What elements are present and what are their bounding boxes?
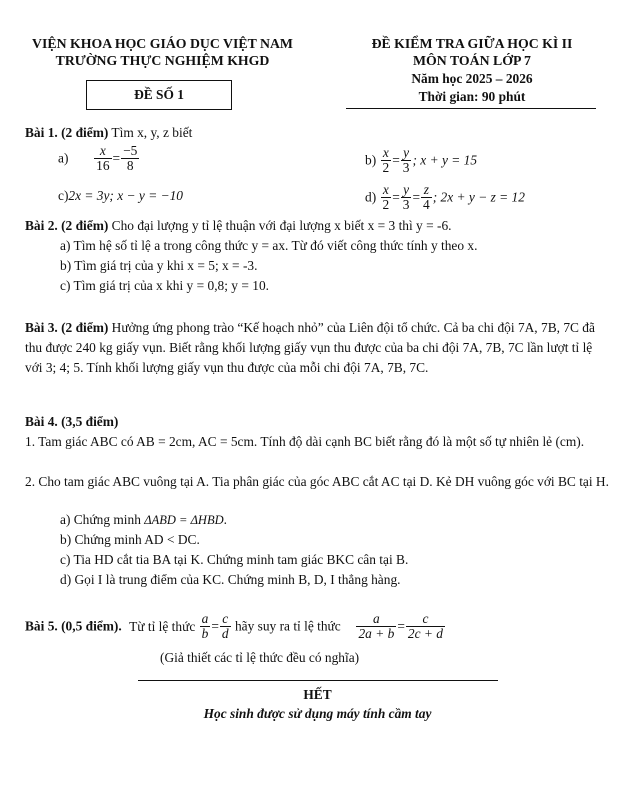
bai1-d-label: d) [365, 189, 377, 205]
bai5-text1: Từ tỉ lệ thức [129, 618, 196, 634]
bai1-prompt: Tìm x, y, z biết [108, 125, 193, 140]
bai1-c-label: c) [58, 188, 69, 203]
bai3-text: Hưởng ứng phong trào “Kế hoạch nhỏ” của Liên đội tổ chức. Cả ba chi đội 7A, 7B, 7C đã thu được 240 kg giấy vụn. Biết rằng khối lượng giấy vụn thu được của ba chi đội 7A, 7B, 7C lần lượt tỉ lệ với 3; 4; 5. Tính khối lượng giấy vụn thu được của mỗi chi đội 7A, 7B, 7C. [25, 320, 595, 375]
bai3-paragraph [25, 318, 613, 378]
footer-note: Học sinh được sử dụng máy tính cầm tay [203, 706, 432, 721]
bai1-b-condition: ; x + y = 15 [412, 152, 478, 168]
end-marker: HẾT [303, 687, 332, 702]
org-name: VIỆN KHOA HỌC GIÁO DỤC VIỆT NAM [32, 36, 293, 51]
duration: Thời gian: 90 phút [418, 89, 526, 104]
school-year: Năm học 2025 – 2026 [411, 71, 533, 86]
bai2-prompt: Cho đại lượng y tỉ lệ thuận với đại lượng x biết x = 3 thì y = -6. [108, 218, 452, 233]
subject-title: MÔN TOÁN LỚP 7 [413, 53, 531, 68]
bai5-frac-result-left: $\frac{a}{2a + b}$ [358, 611, 395, 642]
bai4-a-math: ΔABD = ΔHBD [144, 513, 224, 527]
bai1-d: d) $\frac{x}{2}$ = $\frac{y}{3}$ = $\frac{z}{4}$ ; 2x + y − z = 12 [365, 182, 525, 213]
bai3-title: Bài 3. (2 điểm) [25, 320, 109, 335]
bai5-text2: hãy suy ra tỉ lệ thức [234, 618, 341, 634]
bai4-a: a) Chứng minh ΔABD = ΔHBD. [60, 512, 227, 527]
bai2-heading [25, 218, 452, 234]
bai2-b: b) Tìm giá trị của y khi x = 5; x = -3. [60, 258, 258, 273]
bai5-title: Bài 5. (0,5 điểm). [25, 618, 122, 634]
bai4-title: Bài 4. (3,5 điểm) [25, 414, 119, 429]
bai1-a: a) $\frac{x}{16}$ = $\frac{-5}{8}$ [58, 143, 138, 174]
bai1-d-frac3: $\frac{z}{4}$ [423, 182, 430, 213]
bai1-b-frac1: $\frac{x}{2}$ [382, 145, 390, 176]
bai5-note: (Giả thiết các tỉ lệ thức đều có nghĩa) [160, 650, 360, 665]
bai4-b: b) Chứng minh AD < DC. [60, 532, 200, 547]
bai1-c [58, 188, 183, 204]
bai1-heading [25, 125, 192, 141]
exam-code-box [86, 80, 232, 110]
bai1-a-frac-left: $\frac{x}{16}$ [96, 143, 110, 174]
bai4-part2: 2. Cho tam giác ABC vuông tại A. Tia phân giác của góc ABC cắt AC tại D. Kẻ DH vuông góc với BC tại H. [25, 474, 609, 489]
bai1-b-frac2: $\frac{y}{3}$ [402, 145, 410, 176]
bai2-a: a) Tìm hệ số tỉ lệ a trong công thức y = ax. Từ đó viết công thức tính y theo x. [60, 238, 478, 253]
bai4-part1: 1. Tam giác ABC có AB = 2cm, AC = 5cm. Tính độ dài cạnh BC biết rằng đó là một số tự nhiên lẻ (cm). [25, 434, 585, 449]
bai1-a-label: a) [58, 150, 69, 166]
school-name: TRƯỜNG THỰC NGHIỆM KHGD [55, 53, 270, 68]
bai1-c-text: 2x = 3y; x − y = −10 [68, 188, 183, 203]
bai1-d-frac2: $\frac{y}{3}$ [402, 182, 410, 213]
exam-title: ĐỀ KIỂM TRA GIỮA HỌC KÌ II [371, 36, 573, 51]
bai4-d: d) Gọi I là trung điểm của KC. Chứng minh B, D, I thẳng hàng. [60, 572, 401, 587]
bai1-b-label: b) [365, 152, 377, 168]
bai1-b: b) $\frac{x}{2}$ = $\frac{y}{3}$ ; x + y = 15 [365, 145, 478, 176]
bai2-c: c) Tìm giá trị của x khi y = 0,8; y = 10. [60, 278, 269, 293]
header-divider [346, 108, 596, 109]
bai1-title: Bài 1. (2 điểm) [25, 125, 109, 140]
exam-code: ĐỀ SỐ 1 [134, 87, 184, 102]
bai5-frac-a-b: $\frac{a}{b}$ [201, 611, 209, 642]
bai4-c: c) Tia HD cắt tia BA tại K. Chứng minh tam giác BKC cân tại B. [60, 552, 409, 567]
bai1-a-frac-right: $\frac{-5}{8}$ [123, 143, 138, 174]
bai5-line: Bài 5. (0,5 điểm). Từ tỉ lệ thức $\frac{a}{b}$ = $\frac{c}{d}$ hãy suy ra tỉ lệ thức $\frac{a}{2a + b}$ = $\frac{c}{2c + d}$ [25, 611, 443, 642]
bai2-title: Bài 2. (2 điểm) [25, 218, 109, 233]
footer-divider [138, 680, 498, 681]
bai5-frac-c-d: $\frac{c}{d}$ [221, 611, 229, 642]
bai1-d-condition: ; 2x + y − z = 12 [432, 189, 525, 205]
bai4-a-label: a) Chứng minh [60, 512, 141, 527]
bai1-d-frac1: $\frac{x}{2}$ [382, 182, 390, 213]
bai5-frac-result-right: $\frac{c}{2c + d}$ [407, 611, 443, 642]
